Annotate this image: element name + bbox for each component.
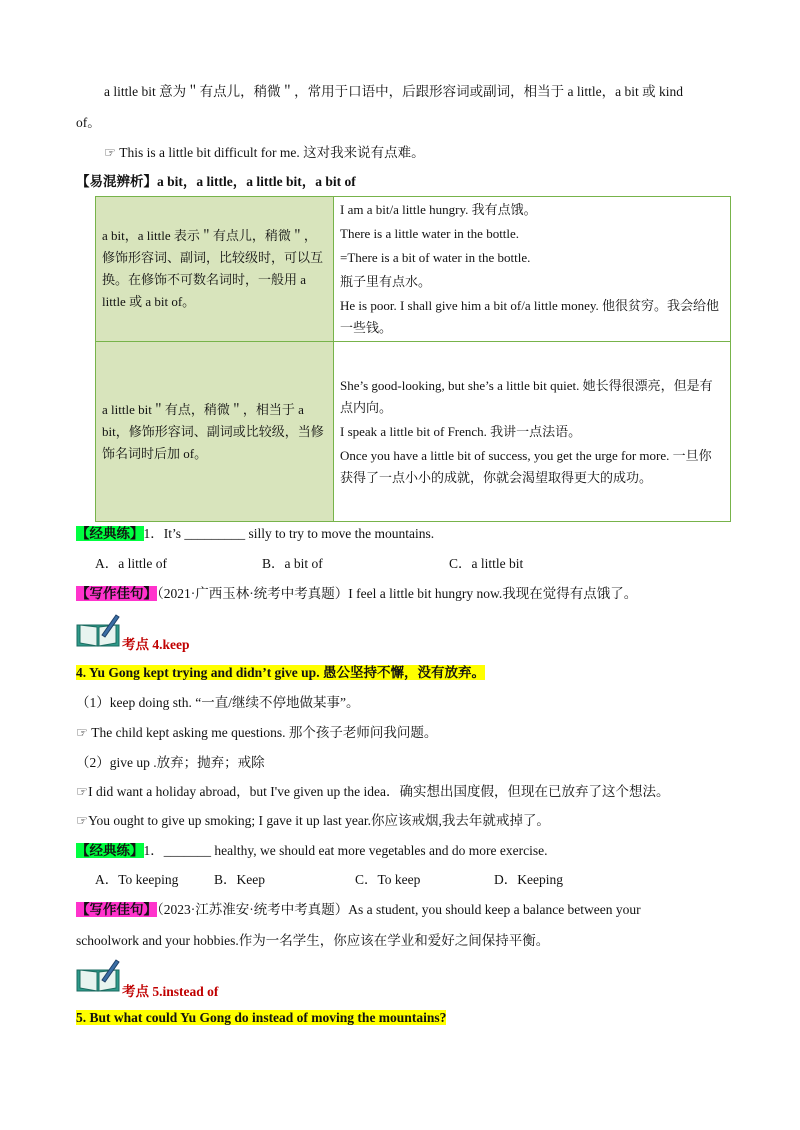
exercise1 [76, 522, 434, 542]
point5-label: 考点 5.instead of [122, 984, 219, 999]
exercise2-option-c: C．To keep [355, 872, 421, 887]
exercise2-option-b: B．Keep [214, 872, 265, 887]
comparison-table [95, 196, 731, 522]
intro-line2: of。 [76, 115, 101, 130]
writing-tag: 【写作佳句】 [76, 586, 157, 601]
table-row [96, 342, 731, 522]
exercise2-option-d: D．Keeping [494, 872, 563, 887]
point5-highlight: 5. But what could Yu Gong do instead of moving the mountains? [76, 1010, 447, 1025]
point4-ex2: ☞I did want a holiday abroad，but I've given up the idea．确实想出国度假，但现在已放弃了这个想法。 [76, 784, 670, 799]
confusion-heading: 【易混辨析】a bit，a little，a little bit，a bit of [76, 174, 356, 189]
example-line: =There is a bit of water in the bottle. [340, 250, 531, 265]
table-row [96, 197, 731, 342]
example-line: I speak a little bit of French. 我讲一点法语。 [340, 423, 582, 439]
exercise-tag: 【经典练】 [76, 843, 144, 858]
point4-label: 考点 4.keep [122, 637, 190, 652]
point4-sub1: （1）keep doing sth. “一直/继续不停地做某事”。 [76, 695, 360, 710]
exercise1-option-c: C．a little bit [449, 556, 524, 571]
writing1 [76, 582, 637, 602]
example-line: 瓶子里有点水。 [340, 274, 432, 289]
exercise-question: 1．It’s _________ silly to try to move the mountains. [143, 526, 435, 541]
example-line: Once you have a little bit of success, you get the urge for more. 一旦你获得了一点小小的成就，你就会渴望取得更大的成功。 [340, 447, 712, 485]
exercise2-option-a: A．To keeping [95, 872, 179, 887]
point5-sentence [76, 1010, 446, 1026]
intro-example: ☞ This is a little bit difficult for me. 这对我来说有点难。 [104, 145, 425, 160]
example-line: He is poor. I shall give him a bit of/a little money. 他很贫穷。我会给他一些钱。 [340, 298, 719, 335]
writing-tag: 【写作佳句】 [76, 902, 157, 917]
book-icon [76, 613, 120, 647]
table-cell-examples [334, 342, 731, 522]
writing2-line2: schoolwork and your hobbies.作为一名学生，你应该在学业和爱好之间保持平衡。 [76, 933, 550, 948]
table-cell-usage: a bit，a little 表示＂有点儿，稍微＂，修饰形容词、副词，比较级时，可以互换。在修饰不可数名词时，一般用 a little 或 a bit of。 [96, 197, 334, 342]
exercise1-option-b: B．a bit of [262, 556, 323, 571]
writing2 [76, 898, 641, 918]
table-cell-usage: a little bit＂有点，稍微＂，相当于 a bit，修饰形容词、副词或比较级，当修饰名词时后加 of。 [96, 342, 334, 522]
intro-line1: a little bit 意为＂有点儿，稍微＂，常用于口语中，后跟形容词或副词，相当于 a little，a bit 或 kind [104, 84, 683, 99]
exercise-question: 1．_______ healthy, we should eat more vegetables and do more exercise. [143, 843, 548, 858]
example-line: She’s good-looking, but she’s a little bit quiet. 她长得很漂亮，但是有点内向。 [340, 377, 713, 415]
exercise-tag: 【经典练】 [76, 526, 144, 541]
writing-text: （2021·广西玉林·统考中考真题）I feel a little bit hungry now.我现在觉得有点饿了。 [157, 586, 638, 601]
exercise2 [76, 839, 548, 859]
book-icon [76, 958, 120, 992]
point4-sub2: （2）give up .放弃；抛弃；戒除 [76, 755, 265, 770]
point4-highlight: 4. Yu Gong kept trying and didn’t give up. 愚公坚持不懈，没有放弃。 [76, 665, 485, 680]
point4-ex1: ☞ The child kept asking me questions. 那个孩子老师问我问题。 [76, 725, 438, 740]
writing-text: （2023·江苏淮安·统考中考真题）As a student, you should keep a balance between your [157, 902, 641, 917]
table-cell-examples [334, 197, 731, 342]
point4-ex3: ☞You ought to give up smoking; I gave it up last year.你应该戒烟,我去年就戒掉了。 [76, 813, 550, 828]
exercise1-option-a: A．a little of [95, 556, 167, 571]
example-line: I am a bit/a little hungry. 我有点饿。 [340, 202, 537, 217]
point4-sentence [76, 661, 485, 681]
example-line: There is a little water in the bottle. [340, 226, 520, 241]
